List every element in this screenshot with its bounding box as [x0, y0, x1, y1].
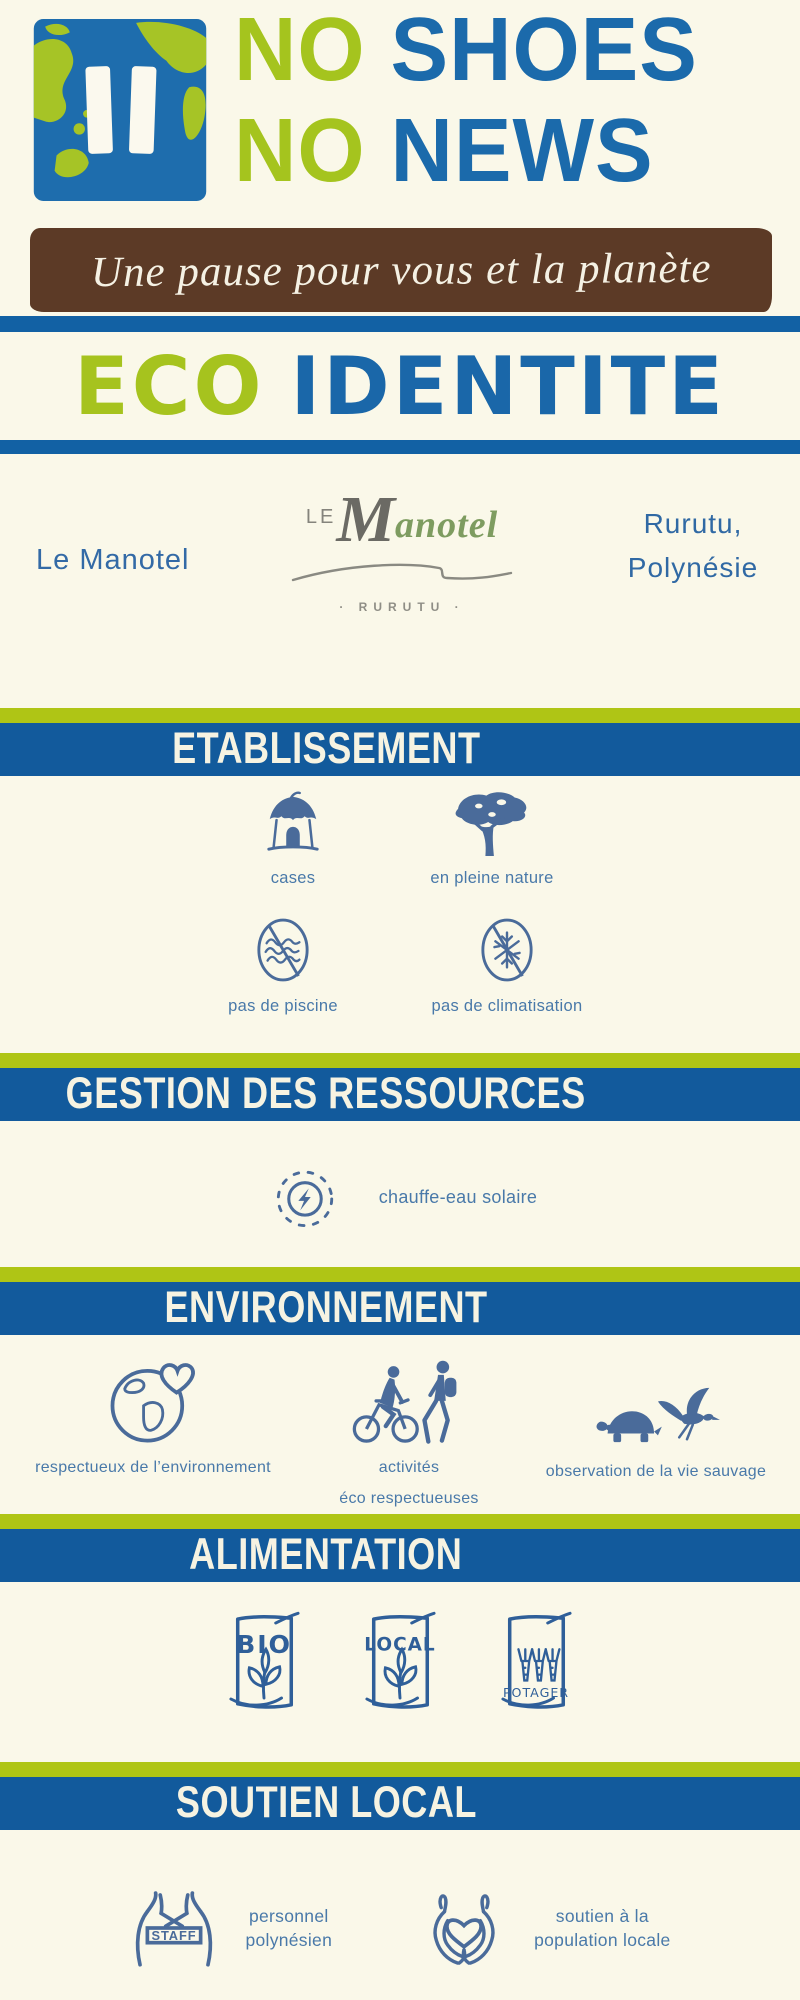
brand-no-2: NO — [234, 101, 366, 201]
brand-line1 — [234, 0, 698, 101]
hotel-location-line2: Polynésie — [627, 552, 759, 583]
tree-icon — [449, 790, 535, 856]
hotel-logo-anotel: anotel — [395, 504, 499, 546]
feature-wildlife — [531, 1355, 781, 1514]
etablissement-content — [0, 776, 800, 1053]
hotel-logo-location: · RURUTU · — [339, 600, 465, 614]
banner-gestion — [0, 1068, 800, 1121]
staff-word: STAFF — [151, 1927, 197, 1943]
solar-water-heater-icon — [263, 1155, 347, 1239]
earth-heart-icon — [104, 1357, 202, 1447]
feature-label-line1: personnel — [248, 1905, 329, 1926]
banner-environnement-title: ENVIRONNEMENT — [164, 1283, 488, 1333]
brand-shoes: SHOES — [390, 0, 698, 100]
potager-stamp-icon — [499, 1610, 573, 1712]
alimentation-content — [0, 1582, 800, 1762]
divider-bar-top — [0, 316, 800, 332]
hotel-row — [0, 454, 800, 708]
local-stamp-icon — [363, 1610, 437, 1712]
banner-alimentation-title: ALIMENTATION — [189, 1530, 463, 1580]
feature-label: chauffe-eau solaire — [378, 1186, 538, 1207]
green-bar-gestion — [0, 1053, 800, 1068]
green-bar-etablissement — [0, 708, 800, 723]
banner-gestion-title: GESTION DES RESSOURCES — [66, 1069, 586, 1119]
banner-soutien — [0, 1777, 800, 1830]
feature-label-line2: éco respectueuses — [339, 1490, 479, 1507]
feature-staff — [129, 1856, 332, 1999]
world-map-pause-logo-icon — [30, 14, 210, 206]
feature-label: cases — [270, 869, 316, 887]
wave-icon — [287, 560, 517, 586]
hotel-location — [618, 502, 768, 590]
bio-stamp-icon — [227, 1610, 301, 1712]
potager-stamp-word: POTAGER — [502, 1685, 570, 1701]
feature-label: en pleine nature — [430, 869, 554, 887]
tagline-text: Une pause pour vous et la planète — [90, 244, 712, 296]
hotel-logo-m: M — [336, 483, 396, 556]
feature-support — [420, 1856, 670, 1999]
header — [0, 0, 800, 316]
page-title — [0, 332, 800, 440]
brand-wordmark — [234, 0, 698, 202]
banner-alimentation — [0, 1529, 800, 1582]
environnement-content — [0, 1335, 800, 1514]
brand-line2 — [234, 101, 698, 202]
feature-label-line2: population locale — [534, 1929, 671, 1950]
staff-shirt-icon — [129, 1888, 219, 1968]
page-title-eco: ECO — [74, 339, 265, 433]
page-title-identite: IDENTITE — [290, 339, 726, 433]
feature-label — [245, 1904, 332, 1952]
eco-activities-icon — [350, 1351, 468, 1447]
feature-label-line2: polynésien — [245, 1929, 333, 1950]
brand-no-1: NO — [234, 0, 366, 100]
gestion-content — [0, 1121, 800, 1267]
feature-label-line1: activités — [378, 1459, 440, 1476]
brand-news: NEWS — [390, 101, 654, 201]
hotel-logo-le: LE — [305, 506, 337, 528]
feature-label — [534, 1904, 670, 1952]
hotel-logo-wordmark — [252, 482, 552, 558]
feature-label: pas de climatisation — [431, 997, 583, 1015]
feature-label: pas de piscine — [228, 997, 338, 1015]
hands-heart-icon — [420, 1887, 508, 1969]
feature-cases — [218, 790, 368, 888]
green-bar-alimentation — [0, 1514, 800, 1529]
feature-earth — [19, 1355, 287, 1514]
green-bar-soutien — [0, 1762, 800, 1777]
soutien-content — [0, 1830, 800, 1999]
green-bar-environnement — [0, 1267, 800, 1282]
feature-solar — [263, 1155, 537, 1239]
banner-environnement — [0, 1282, 800, 1335]
feature-nature — [402, 790, 582, 888]
local-stamp-word: LOCAL — [364, 1634, 436, 1656]
feature-no-pool — [198, 916, 368, 1016]
bio-stamp-word: BIO — [235, 1630, 293, 1660]
hotel-location-line1: Rurutu, — [643, 508, 743, 539]
feature-label: observation de la vie sauvage — [545, 1463, 767, 1480]
feature-eco-activities — [311, 1355, 507, 1514]
tagline-banner — [30, 228, 772, 312]
hut-icon — [262, 790, 324, 856]
feature-label: respectueux de l’environnement — [35, 1459, 271, 1476]
feature-label-line1: soutien à la — [555, 1905, 649, 1926]
no-air-conditioning-icon — [479, 916, 535, 984]
wildlife-icon — [592, 1385, 720, 1447]
hotel-logo — [252, 482, 552, 614]
feature-no-ac — [412, 916, 602, 1016]
divider-bar-bottom — [0, 440, 800, 454]
banner-etablissement-title: ETABLISSEMENT — [171, 724, 481, 774]
banner-soutien-title: SOUTIEN LOCAL — [175, 1778, 477, 1828]
banner-etablissement — [0, 723, 800, 776]
hotel-name: Le Manotel — [36, 544, 190, 576]
no-pool-icon — [255, 916, 311, 984]
